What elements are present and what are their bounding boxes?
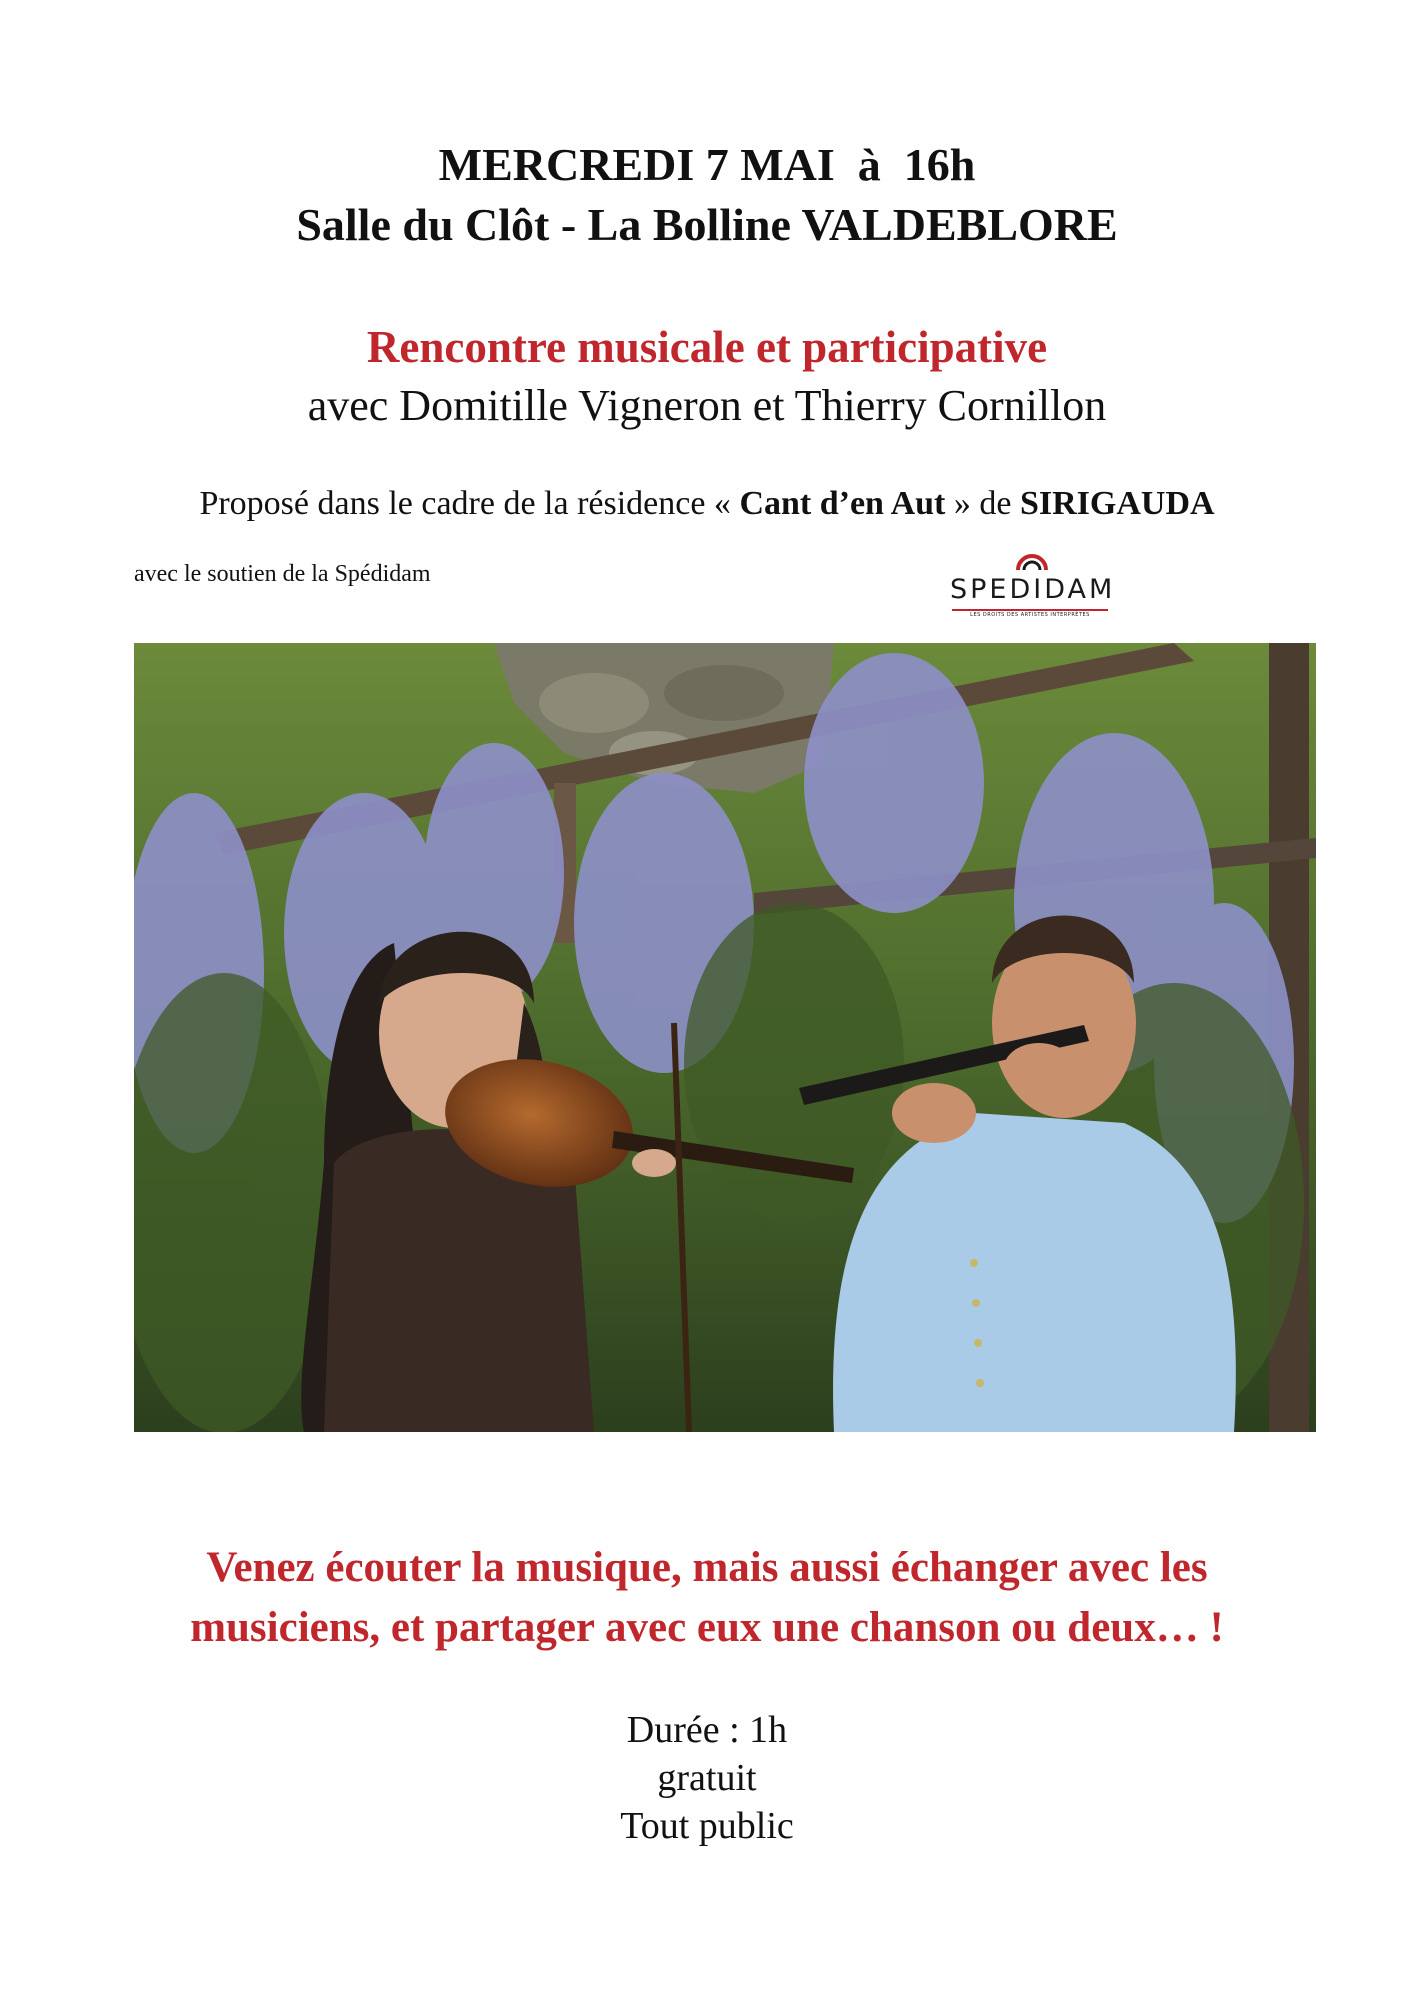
spedidam-logo-text: SPEDIDAM: [950, 574, 1116, 605]
program-title: Rencontre musicale et participative: [366, 322, 1048, 372]
musicians-photo: [134, 643, 1316, 1432]
spedidam-tagline: LES DROITS DES ARTISTES INTERPRÈTES: [970, 612, 1090, 618]
residency-name: Cant d’en Aut: [739, 485, 946, 522]
residency-line: [0, 482, 1414, 526]
residency-prefix: Proposé dans le cadre de la résidence «: [199, 485, 740, 522]
spedidam-emblem-icon: [1012, 546, 1052, 574]
residency-organizer: SIRIGAUDA: [1019, 485, 1215, 522]
event-price: gratuit: [657, 1757, 757, 1799]
event-duration: Durée : 1h: [626, 1709, 788, 1751]
program-artists: avec Domitille Vigneron et Thierry Cornillon: [307, 381, 1107, 430]
spedidam-underline: [952, 609, 1108, 611]
invitation-line-2: musiciens, et partager avec eux une chanson ou deux… !: [190, 1604, 1224, 1651]
event-audience: Tout public: [620, 1805, 794, 1847]
invitation-line-1: Venez écouter la musique, mais aussi échanger avec les: [206, 1544, 1208, 1591]
event-date-time: MERCREDI 7 MAI à 16h: [438, 139, 976, 190]
event-venue: Salle du Clôt - La Bolline VALDEBLORE: [296, 199, 1118, 250]
support-text: avec le soutien de la Spédidam: [134, 561, 431, 587]
spedidam-logo: [950, 546, 1116, 622]
residency-middle: » de: [945, 485, 1020, 522]
